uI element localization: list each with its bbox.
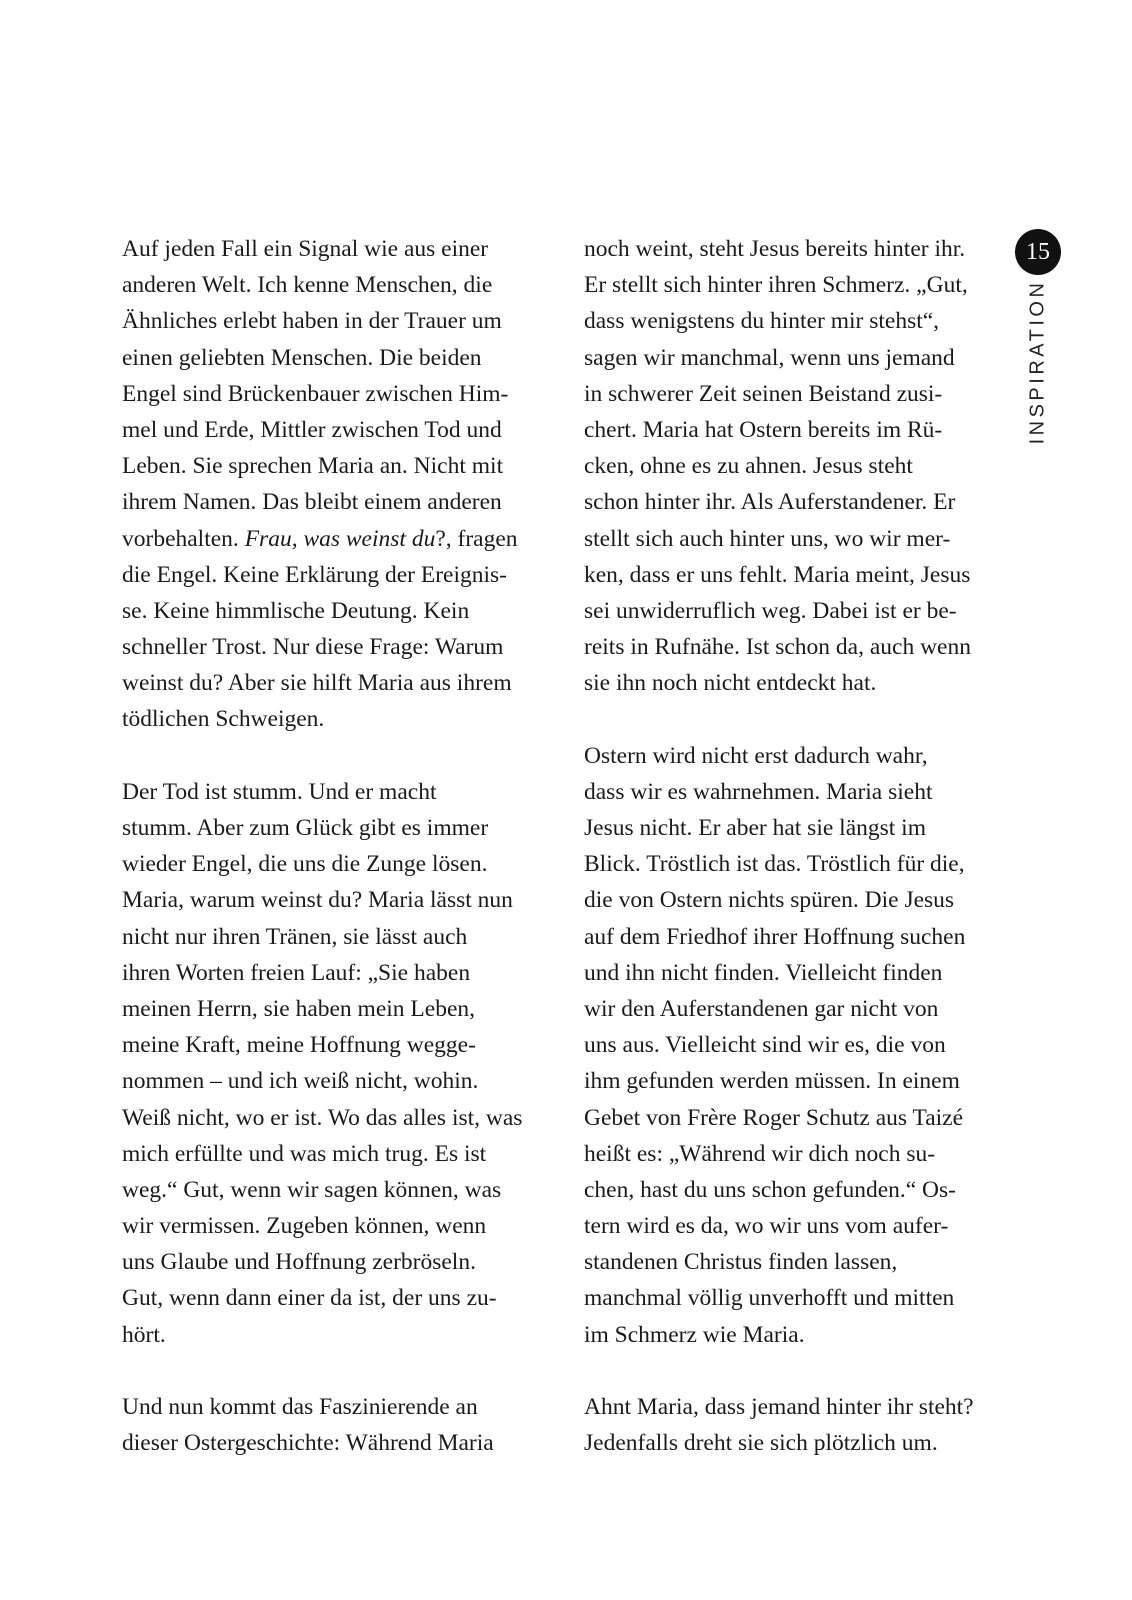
text-line: meinen Herrn, sie haben mein Leben, — [122, 995, 476, 1022]
paragraph-gap — [122, 1353, 547, 1389]
text-line: schneller Trost. Nur diese Frage: Warum — [122, 634, 504, 661]
text-line: sagen wir manchmal, wenn uns jemand — [584, 344, 955, 371]
text-segment: vorbehalten. — [122, 525, 245, 552]
text-line: mel und Erde, Mittler zwischen Tod und — [122, 416, 502, 443]
text-line: in schwerer Zeit seinen Beistand zusi- — [584, 380, 943, 407]
text-line: nommen – und ich weiß nicht, wohin. — [122, 1068, 479, 1095]
text-line: Er stellt sich hinter ihren Schmerz. „Gut, — [584, 272, 968, 299]
text-line: im Schmerz wie Maria. — [584, 1321, 805, 1348]
text-line: Ahnt Maria, dass jemand hinter ihr steht? — [584, 1394, 974, 1420]
text-line: meine Kraft, meine Hoffnung wegge- — [122, 1032, 476, 1059]
text-line: heißt es: „Während wir dich noch su- — [584, 1140, 936, 1167]
text-line: Weiß nicht, wo er ist. Wo das alles ist, was — [122, 1104, 523, 1131]
right-text-column — [584, 231, 1004, 1461]
text-line: anderen Welt. Ich kenne Menschen, die — [122, 272, 493, 299]
text-line: Jesus nicht. Er aber hat sie längst im — [584, 815, 926, 841]
text-line: reits in Rufnähe. Ist schon da, auch wenn — [584, 634, 971, 661]
text-line: Gut, wenn dann einer da ist, der uns zu- — [122, 1285, 497, 1312]
text-line: tern wird es da, wo wir uns vom aufer- — [584, 1213, 949, 1240]
text-line: ihm gefunden werden müssen. In einem — [584, 1068, 960, 1095]
text-segment: ?, fragen — [435, 525, 518, 552]
text-line: tödlichen Schweigen. — [122, 706, 325, 733]
text-line: Engel sind Brückenbauer zwischen Him- — [122, 380, 509, 407]
text-line: chert. Maria hat Ostern bereits im Rü- — [584, 416, 943, 443]
text-line: weg.“ Gut, wenn wir sagen können, was — [122, 1176, 502, 1203]
text-line: Leben. Sie sprechen Maria an. Nicht mit — [122, 453, 504, 480]
text-line: sie ihn noch nicht entdeckt hat. — [584, 670, 877, 697]
text-line: wir den Auferstandenen gar nicht von — [584, 995, 939, 1022]
text-line: Der Tod ist stumm. Und er macht — [122, 778, 437, 805]
text-line: Jedenfalls dreht sie sich plötzlich um. — [584, 1430, 938, 1457]
text-line: uns Glaube und Hoffnung zerbröseln. — [122, 1249, 476, 1276]
text-line: Ähnliches erlebt haben in der Trauer um — [122, 308, 502, 335]
page-number-badge: 15 — [1015, 229, 1061, 275]
text-line: die Engel. Keine Erklärung der Ereignis- — [122, 561, 507, 588]
text-line: stumm. Aber zum Glück gibt es immer — [122, 815, 489, 841]
text-line: nicht nur ihren Tränen, sie lässt auch — [122, 923, 468, 950]
text-line: standenen Christus finden lassen, — [584, 1249, 898, 1276]
text-line: cken, ohne es zu ahnen. Jesus steht — [584, 453, 913, 480]
paragraph-gap — [584, 1353, 1004, 1389]
text-line: einen geliebten Menschen. Die beiden — [122, 344, 482, 371]
text-line: chen, hast du uns schon gefunden.“ Os- — [584, 1176, 956, 1203]
left-text-column — [122, 231, 547, 1461]
text-line: wir vermissen. Zugeben können, wenn — [122, 1213, 487, 1240]
italic-quote: Frau, was weinst du — [244, 525, 436, 552]
section-label-vertical: INSPIRATION — [1026, 279, 1049, 445]
text-line: se. Keine himmlische Deutung. Kein — [122, 597, 470, 624]
text-line: Blick. Tröstlich ist das. Tröstlich für die, — [584, 851, 965, 878]
text-line: auf dem Friedhof ihrer Hoffnung suchen — [584, 923, 966, 950]
text-line: Maria, warum weinst du? Maria lässt nun — [122, 887, 513, 914]
text-line: ken, dass er uns fehlt. Maria meint, Jesus — [584, 561, 971, 588]
text-line: dass wenigstens du hinter mir stehst“, — [584, 308, 940, 335]
text-line: dieser Ostergeschichte: Während Maria — [122, 1430, 494, 1457]
text-line: ihren Worten freien Lauf: „Sie haben — [122, 959, 471, 986]
paragraph-gap — [584, 701, 1004, 737]
text-line: wieder Engel, die uns die Zunge lösen. — [122, 851, 488, 878]
text-line — [122, 521, 547, 557]
text-line: hört. — [122, 1321, 166, 1348]
text-line: dass wir es wahrnehmen. Maria sieht — [584, 778, 933, 805]
text-line: noch weint, steht Jesus bereits hinter ihr. — [584, 236, 966, 262]
text-line: schon hinter ihr. Als Auferstandener. Er — [584, 489, 956, 516]
text-line: stellt sich auch hinter uns, wo wir mer- — [584, 525, 951, 552]
text-line: und ihn nicht finden. Vielleicht finden — [584, 959, 943, 986]
paragraph-gap — [122, 738, 547, 774]
text-line: mich erfüllte und was mich trug. Es ist — [122, 1140, 487, 1167]
text-line: Ostern wird nicht erst dadurch wahr, — [584, 742, 928, 769]
text-line: manchmal völlig unverhofft und mitten — [584, 1285, 955, 1312]
text-line: Und nun kommt das Faszinierende an — [122, 1394, 478, 1420]
text-line: Auf jeden Fall ein Signal wie aus einer — [122, 236, 489, 262]
text-line: sei unwiderruflich weg. Dabei ist er be- — [584, 597, 957, 624]
text-line: weinst du? Aber sie hilft Maria aus ihrem — [122, 670, 512, 697]
text-line: uns aus. Vielleicht sind wir es, die von — [584, 1032, 946, 1059]
text-line: Gebet von Frère Roger Schutz aus Taizé — [584, 1104, 964, 1131]
text-line: ihrem Namen. Das bleibt einem anderen — [122, 489, 502, 516]
text-line: die von Ostern nichts spüren. Die Jesus — [584, 887, 955, 914]
